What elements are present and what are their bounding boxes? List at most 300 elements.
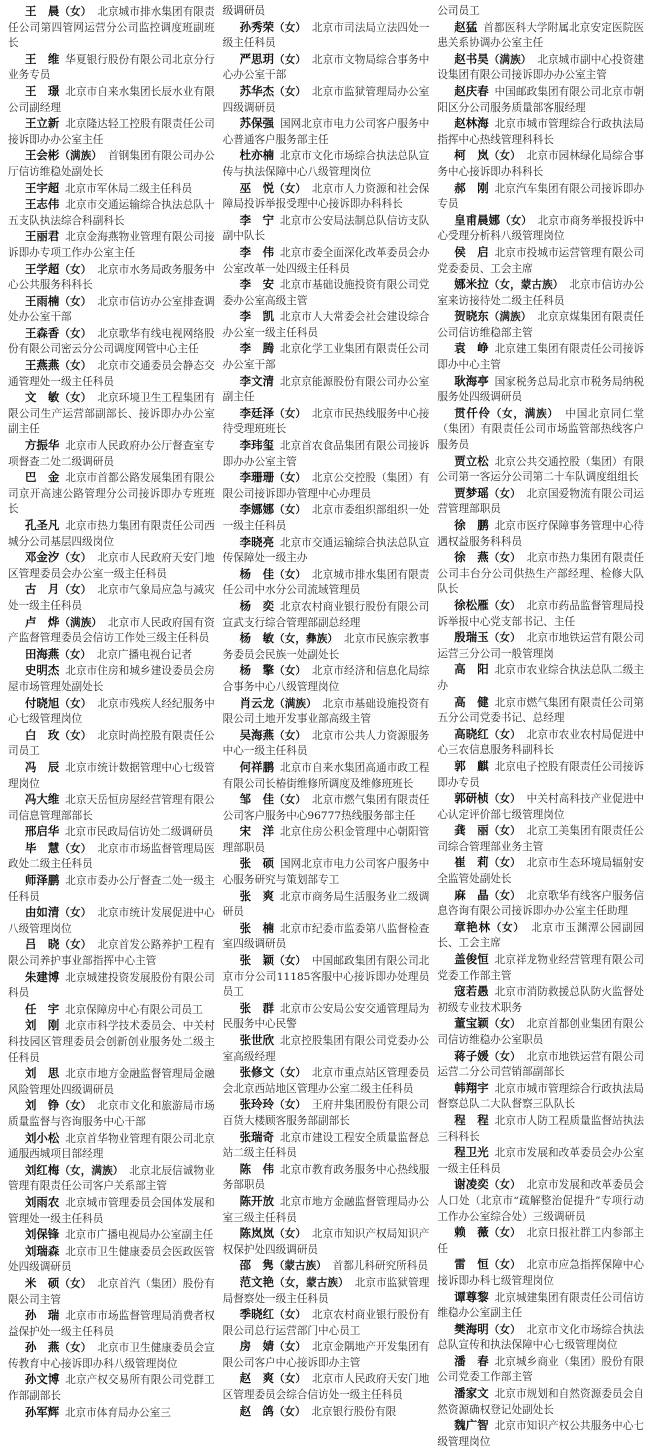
person-note: （女）	[274, 1309, 307, 1322]
person-name: 孙军辉	[24, 1404, 60, 1419]
person-note: （女）	[59, 939, 92, 952]
list-item	[8, 294, 215, 326]
person-name: 杨 佳	[239, 566, 275, 581]
person-position: 北京市经济和信息化局综合事务中心八级管理岗位	[222, 665, 430, 693]
person-name: 李 安	[239, 277, 275, 292]
person-name: 方振华	[24, 438, 60, 453]
person-note: （女）	[274, 1228, 307, 1241]
person-note: （女）	[274, 568, 307, 581]
person-note: （女）	[274, 472, 307, 485]
person-position: 国网北京市电力公司客户服务中心服务研究与策划部专工	[222, 858, 430, 887]
person-note: （女）	[274, 53, 307, 66]
person-position: 北京市商务举报投诉中心受理分析科八级管理岗位	[437, 214, 645, 243]
person-position: 北京市交通运输综合执法总队宣传保障处一级主办	[222, 536, 430, 565]
list-item	[223, 148, 430, 180]
list-item	[8, 1195, 215, 1227]
person-note: （满族）	[59, 150, 103, 163]
list-item	[223, 502, 430, 534]
person-position: 北京市委全面深化改革委员会办公室改革一处四级主任科员	[222, 246, 430, 275]
list-item	[8, 582, 215, 614]
person-name: 雷 恒	[454, 1257, 489, 1272]
list-item	[437, 181, 644, 213]
list-item	[8, 326, 215, 358]
person-note: （女）	[59, 907, 92, 920]
person-name: 王 璟	[24, 83, 60, 98]
person-name: 刘雨农	[24, 1194, 60, 1209]
person-position: 北京日报社群工内参部主任	[437, 1227, 645, 1255]
person-name: 潘 春	[454, 1353, 489, 1368]
person-position: 北京汽车集团有限公司接诉即办专员	[437, 182, 645, 211]
person-position: 北京首农食品集团有限公司接诉即办办公室主管	[222, 440, 430, 468]
person-name: 师泽鹏	[24, 873, 60, 888]
list-item	[223, 1194, 430, 1226]
person-name: 赵林海	[454, 116, 489, 131]
person-note: （女）	[488, 1227, 521, 1240]
person-note: （女）	[59, 1277, 92, 1290]
list-item	[437, 1016, 644, 1048]
person-position: 北京国爱物流有限公司运营管理部职员	[437, 487, 645, 516]
list-item	[8, 1163, 215, 1195]
person-name: 李 腾	[239, 341, 275, 356]
person-position: 北京市文化和旅游局市场质量监督与咨询服务中心干部	[8, 1100, 215, 1128]
list-item	[223, 1307, 430, 1339]
person-name: 刘保锋	[24, 1227, 60, 1242]
person-position: 北京市广播电视局办公室副主任	[64, 1229, 214, 1242]
person-position: 北京市交通运输综合执法总队十五支队执法综合科副科长	[8, 199, 215, 227]
person-position: 北京金隅地产开发集团有限公司客户中心接诉即办主管	[222, 1341, 430, 1369]
person-name: 王宇超	[24, 180, 60, 195]
list-item	[223, 1097, 430, 1129]
person-name: 程 程	[454, 1112, 489, 1127]
person-position: 北京产权交易所有限公司党群工作部副部长	[8, 1374, 215, 1403]
list-item	[8, 1018, 215, 1066]
list-item	[437, 341, 644, 373]
person-position: 北京市基础设施投资有限公司土地开发事业部高级主管	[222, 697, 430, 726]
person-position: 北京市消防救援总队防火监督处初级专业技术职务	[437, 986, 645, 1014]
person-note: （女）	[274, 955, 307, 968]
list-item	[223, 116, 430, 148]
person-position: 北京城市排水集团有限责任公司中水分公司流域管理员	[222, 568, 430, 597]
list-item	[223, 1065, 430, 1097]
list-item	[223, 631, 430, 663]
person-name: 张世欣	[239, 1033, 275, 1047]
person-note: （女）	[488, 1259, 521, 1272]
person-name: 赵 鸽	[239, 1403, 274, 1418]
person-note: （女）	[488, 552, 521, 565]
person-position: 北京保障房中心有限公司员工	[64, 1003, 203, 1016]
person-name: 郭 麒	[454, 758, 489, 773]
person-name: 张 群	[239, 1000, 275, 1015]
person-position: 首钢集团有限公司办公厅信访维稳处副处长	[8, 150, 215, 178]
person-name: 冯 辰	[24, 759, 60, 774]
person-note: （女）	[274, 1373, 307, 1386]
person-position: 北京市人大常委会社会建设综合办公室一级主任科员	[222, 311, 430, 339]
person-name: 吴海燕	[239, 727, 275, 742]
person-name: 张玲玲	[239, 1097, 275, 1112]
person-note: （女）	[500, 214, 532, 227]
list-item	[223, 792, 430, 824]
list-item	[8, 937, 215, 969]
person-position: 首都医科大学附属北京安定医院医患关系协调办公室主任	[437, 21, 645, 50]
list-item	[437, 116, 644, 148]
person-note: （女）	[488, 889, 521, 902]
person-position: 首都儿科研究所科员	[332, 1260, 428, 1273]
person-position: 北京市发展和改革委员会人口处（北京市“疏解整治促提升”专项行动工作办公室综合处）三级调研员	[437, 1179, 645, 1223]
person-note: （女）	[274, 407, 307, 420]
person-position: 北京市燃气集团有限责任公司客户服务中心96777热线服务部主任	[222, 794, 430, 822]
person-name: 程卫光	[454, 1145, 489, 1160]
person-note: （女）	[488, 1050, 521, 1063]
person-name: 高 健	[454, 694, 489, 709]
list-item	[437, 1049, 644, 1081]
person-position: 北京市城市管理综合行政执法局指挥中心热线管理科科长	[437, 118, 645, 146]
person-name: 苏保强	[239, 116, 275, 131]
list-item	[223, 889, 430, 921]
person-name: 贾立松	[454, 453, 489, 468]
person-position: 北京市公安局法制总队信访支队副中队长	[222, 214, 430, 243]
person-position: 北京市地方金融监督管理局金融风险管理处四级调研员	[8, 1068, 215, 1096]
person-name: 王 晨	[24, 4, 60, 18]
person-position: 北京市纪委市监委第八监督检查室四级调研员	[222, 922, 430, 951]
list-item	[223, 20, 430, 52]
list-item	[223, 341, 430, 373]
person-name: 任 宇	[24, 1001, 60, 1016]
person-position: 北京市水务局政务服务中心公共服务科科长	[8, 263, 215, 292]
person-name: 李文清	[239, 373, 275, 388]
person-name: 刘红梅	[24, 1162, 60, 1177]
person-position: 华夏银行股份有限公司北京分行业务专员	[8, 53, 215, 82]
list-item	[8, 52, 215, 84]
person-note: （女，满族）	[59, 1164, 124, 1177]
person-note: （女）	[59, 1342, 92, 1355]
list-item	[223, 1001, 430, 1033]
person-position: 北京公共交通控股（集团）有限公司第一客运分公司第二十车队调度组组长	[437, 455, 645, 484]
list-item	[437, 84, 644, 116]
person-position: 北京市卫生健康委员会医政医管处四级调研员	[8, 1245, 215, 1274]
person-name: 耿海亭	[454, 373, 489, 388]
person-position: 北京市住房和城乡建设委员会房屋市场管理处副处长	[8, 665, 215, 693]
person-name: 李 宁	[239, 212, 275, 227]
list-item	[8, 1308, 215, 1340]
person-name: 孙文博	[24, 1372, 60, 1387]
list-item	[437, 1418, 644, 1450]
person-position: 北京市文化市场综合执法总队宣传与执法保障中心八级管理岗位	[222, 150, 430, 178]
person-position: 北京城建投资发展股份有限公司科员	[8, 971, 215, 1000]
person-position: 北京城市副中心投资建设集团有限公司接诉即办办公室主管	[437, 53, 645, 82]
person-position: 北京首汽（集团）股份有限公司主管	[8, 1277, 215, 1306]
person-note: （女）	[59, 263, 92, 276]
person-position: 北京城建集团有限责任公司信访维稳办公室副主任	[437, 1291, 645, 1320]
list-item	[223, 1258, 430, 1275]
person-position: 北京时尚控股有限责任公司员工	[8, 729, 215, 758]
list-item	[437, 1081, 644, 1113]
person-position: 北京市园林绿化局综合事务中心接诉即办科科长	[437, 150, 645, 178]
person-note: （女）	[488, 632, 521, 645]
list-item	[437, 309, 644, 341]
person-position: 中国北京同仁堂（集团）有限责任公司市场监管部热线客户服务员	[437, 407, 645, 452]
person-name: 杜亦楠	[239, 148, 275, 163]
list-item	[223, 438, 430, 470]
list-item	[223, 1404, 430, 1421]
list-item	[8, 518, 215, 550]
list-item	[8, 1244, 215, 1276]
list-item	[8, 229, 215, 261]
list-item	[223, 696, 430, 728]
list-item	[437, 823, 644, 855]
list-item	[437, 213, 644, 245]
person-name: 高 阳	[454, 662, 489, 677]
person-name: 柯 岚	[454, 148, 489, 163]
list-item	[8, 824, 215, 841]
person-name: 寇若愚	[454, 984, 489, 999]
list-item	[8, 728, 215, 760]
list-item	[437, 1145, 644, 1177]
person-name: 娜米拉	[454, 277, 489, 292]
person-note: （女）	[488, 825, 521, 838]
list-item	[437, 1290, 644, 1322]
person-name: 王燕燕	[24, 358, 60, 373]
person-position: 北京天岳恒房屋经营管理有限公司信息管理部部长	[8, 794, 215, 822]
person-name: 冯大维	[24, 792, 60, 807]
list-item	[8, 1131, 215, 1163]
person-note: （女）	[274, 1099, 307, 1112]
person-note: （女）	[59, 729, 92, 742]
column-3	[437, 4, 645, 1448]
person-position: 北京首华物业管理有限公司北京通服西城项目部经理	[8, 1132, 215, 1161]
person-position: 北京市城市管理综合行政执法局督察总队二大队督察三队队长	[437, 1082, 645, 1111]
person-position: 北京市人民政府天安门地区管理委员会综合信访处一级主任科员	[222, 1373, 430, 1402]
list-item	[8, 696, 215, 728]
person-position: 北京市应急指挥保障中心接诉即办科七级管理岗位	[437, 1259, 645, 1287]
person-name: 杨 敏	[239, 631, 275, 646]
person-name: 麻 晶	[454, 887, 489, 902]
list-item	[437, 550, 644, 598]
person-note: （女）	[274, 21, 307, 34]
list-item	[8, 647, 215, 664]
person-position: 北京市药品监督管理局投诉举报中心党支部书记、主任	[437, 599, 645, 628]
list-item	[437, 374, 644, 406]
list-item	[223, 470, 430, 502]
list-item	[8, 84, 215, 116]
person-name: 杨 奕	[239, 598, 275, 613]
person-position: 北京隆达轻工控股有限责任公司接诉即办办公室主任	[8, 118, 215, 146]
person-name: 张 楠	[239, 920, 275, 935]
list-item	[437, 888, 644, 920]
person-position: 北京市人民政府国有资产监督管理委员会信访工作处三级主任科员	[8, 616, 215, 645]
person-position: 北京住房公积金管理中心朝阳管理部职员	[222, 826, 430, 854]
person-name: 吕 晓	[24, 937, 60, 952]
person-name: 魏广智	[454, 1418, 489, 1433]
person-name: 王会彬	[24, 148, 60, 163]
person-name: 张瑞奇	[239, 1129, 275, 1144]
list-item	[8, 116, 215, 148]
list-item	[223, 953, 430, 1001]
person-position: 中国邮政集团有限公司北京市朝阳区分公司服务质量部客服经理	[437, 85, 645, 114]
person-note: （女）	[488, 857, 521, 870]
person-name: 朱建博	[24, 969, 60, 984]
person-name: 宋 洋	[239, 824, 275, 839]
person-note: （女）	[273, 1405, 306, 1418]
person-note: （女，满族）	[490, 407, 559, 420]
person-name: 邓金汐	[24, 550, 60, 565]
person-position: 北京市规划和自然资源委员会自然资源确权登记处副处长	[437, 1388, 645, 1416]
list-item	[8, 390, 215, 438]
person-position: 北京市首都公路发展集团有限公司京开高速公路管理分公司接诉即办专班班长	[8, 472, 215, 516]
list-item	[223, 213, 430, 245]
person-position: 北京市人民政府天安门地区管理委员会办公室一级主任科员	[8, 552, 215, 580]
person-position: 北京市委组织部组织一处一级主任科员	[222, 504, 430, 532]
person-position: 北京北辰信诚物业管理有限责任公司客户关系部主管	[8, 1164, 215, 1193]
person-position: 北京市监狱管理局办公室四级调研员	[222, 85, 430, 114]
list-item	[8, 1372, 215, 1404]
person-position: 北京市委办公厅督查二处一级主任科员	[8, 875, 215, 903]
person-name: 白 玫	[24, 727, 60, 742]
person-name: 史明杰	[24, 663, 60, 678]
list-item	[223, 1226, 430, 1258]
person-name: 贾梦瑶	[454, 485, 489, 500]
person-name: 卢 烨	[24, 614, 60, 629]
person-position: 北京市知识产权公共服务中心七级管理岗位	[437, 1420, 645, 1448]
list-item	[437, 1225, 644, 1257]
person-note: （女）	[488, 793, 521, 806]
person-name: 贺晓东	[454, 309, 489, 324]
person-position: 北京市自来水集团高通市政工程有限公司长椿街维修所调度及维修班班长	[222, 761, 430, 790]
person-name: 董宝颖	[454, 1016, 489, 1031]
person-position: 北京市民政局信访处二级调研员	[64, 826, 214, 839]
person-position: 北京控股集团有限公司党委办公室高级经理	[222, 1035, 430, 1063]
person-position: 国家税务总局北京市税务局纳税服务处四级调研员	[437, 375, 645, 404]
person-note: （女，蒙古族）	[488, 279, 564, 292]
person-position: 北京市生态环境局辐射安全监管处副处长	[437, 857, 645, 886]
list-item	[223, 84, 430, 116]
person-position: 北京市民热线服务中心接待受理班班长	[222, 407, 430, 436]
person-name: 张 硕	[239, 856, 275, 871]
person-name: 袁 峥	[454, 341, 489, 356]
person-position: 中关村高科技产业促进中心认定评价部七级管理岗位	[437, 793, 645, 821]
person-position: 北京首都创业集团有限公司信访维稳办公室职员	[437, 1018, 645, 1046]
person-name: 刘 思	[24, 1066, 60, 1081]
list-item	[223, 599, 430, 631]
person-note: （满族）	[274, 697, 317, 710]
person-position: 北京广播电视台记者	[96, 648, 193, 661]
list-item	[8, 1340, 215, 1372]
list-item	[223, 374, 430, 406]
person-position: 北京城市管理委员会国体发展和管理处一级主任科员	[8, 1196, 215, 1225]
person-note: （满族）	[488, 53, 532, 66]
person-name: 邢启华	[24, 824, 60, 839]
person-note: （满族）	[488, 311, 532, 324]
person-position: 北京京能源股份有限公司办公室副主任	[222, 375, 430, 404]
person-position: 北京歌华有线电视网络股份有限公司密云分公司调度网管中心主任	[8, 327, 215, 356]
person-name: 严思玥	[239, 51, 275, 66]
person-position: 北京公交控股（集团）有限公司接诉即办管理中心办理员	[222, 472, 430, 500]
list-item	[437, 277, 644, 309]
person-position: 北京市发展和改革委员会办公室一级主任科员	[437, 1147, 645, 1175]
person-name: 章艳林	[454, 919, 491, 934]
person-name: 李 伟	[239, 244, 275, 259]
list-item	[223, 1275, 430, 1307]
person-position: 北京市统计发展促进中心八级管理岗位	[8, 907, 215, 935]
person-name: 季晓红	[239, 1307, 275, 1322]
person-name: 张 爽	[239, 888, 275, 903]
person-name: 盖俊恒	[454, 952, 489, 967]
person-name: 皇甫晨娜	[454, 212, 500, 227]
person-name: 李廷泽	[239, 405, 275, 420]
list-item	[437, 52, 644, 84]
list-item	[223, 1130, 430, 1162]
person-name: 陈 伟	[239, 1161, 275, 1176]
list-item	[8, 1227, 215, 1244]
list-item	[8, 663, 215, 695]
person-note: （女）	[59, 392, 92, 405]
person-position: 北京市公共人力资源服务中心一级主任科员	[222, 729, 430, 758]
list-item	[223, 1371, 430, 1403]
person-name: 房 婧	[239, 1339, 275, 1354]
list-item	[223, 309, 430, 341]
person-name: 毕 慧	[24, 840, 60, 855]
person-note: （女）	[59, 842, 92, 855]
person-position: 北京市卫生健康委员会宣传教育中心接诉即办科八级管理岗位	[8, 1342, 215, 1370]
person-position: 北京市知识产权局知识产权保护处四级调研员	[222, 1228, 430, 1256]
person-position: 北京市热力集团有限责任公司丰台分公司供热生产部经理、检修大队队长	[437, 552, 645, 596]
person-name: 王雨楠	[24, 293, 60, 308]
list-item	[437, 518, 644, 550]
list-item	[223, 1339, 430, 1371]
person-position: 北京市医疗保障事务管理中心待遇权益服务科科员	[437, 520, 645, 548]
person-note: （女）	[490, 921, 525, 934]
person-position: 北京市体育局办公室三	[64, 1406, 171, 1419]
person-name: 孙 燕	[24, 1340, 60, 1355]
person-position: 北京市自来水集团长辰水业有限公司副经理	[8, 85, 215, 114]
list-item	[437, 20, 644, 52]
person-position: 北京市玉渊潭公园副园长、工会主席	[437, 921, 645, 950]
person-name: 陈岚岚	[239, 1226, 275, 1241]
person-name: 苏华杰	[239, 83, 275, 98]
list-item	[8, 197, 215, 229]
person-position: 北京市基础设施投资有限公司党委办公室高级主管	[222, 279, 430, 307]
person-name: 孙秀荣	[239, 19, 275, 34]
person-position: 北京市燃气集团有限责任公司第五分公司党委书记、总经理	[437, 696, 645, 725]
person-position: 北京市农业农村局促进中心三农信息服务科副科长	[437, 728, 645, 757]
person-name: 王立新	[24, 116, 60, 131]
continued-text: 公司员工	[437, 5, 480, 17]
person-name: 崔 莉	[454, 855, 489, 870]
person-position: 北京市地铁运营有限公司运营二分公司营销部副部长	[437, 1050, 645, 1079]
list-item	[8, 970, 215, 1002]
list-item	[8, 4, 215, 52]
person-name: 潘家文	[454, 1386, 489, 1401]
person-name: 陈开放	[239, 1193, 275, 1208]
person-note: （女）	[488, 1179, 521, 1192]
person-name: 赵 爽	[239, 1371, 275, 1386]
list-item	[8, 873, 215, 905]
person-name: 赵猛	[454, 19, 478, 34]
column-2	[222, 4, 430, 1418]
list-item	[437, 1113, 644, 1145]
person-name: 樊海明	[454, 1321, 489, 1336]
list-item	[8, 1405, 215, 1422]
person-name: 郝 刚	[454, 180, 489, 195]
person-position: 王府井集团股份有限公司百货大楼顾客服务部副部长	[222, 1099, 430, 1127]
person-position: 北京市民族宗教事务委员会民族一处副处长	[222, 633, 430, 661]
person-name: 韩翔宇	[454, 1080, 489, 1095]
list-item	[437, 791, 644, 823]
person-name: 刘瑞森	[24, 1243, 60, 1258]
list-item	[437, 454, 644, 486]
list-item	[8, 470, 215, 518]
list-item	[437, 984, 644, 1016]
person-position: 北京市人防工程质量监督站执法三科科长	[437, 1114, 645, 1143]
